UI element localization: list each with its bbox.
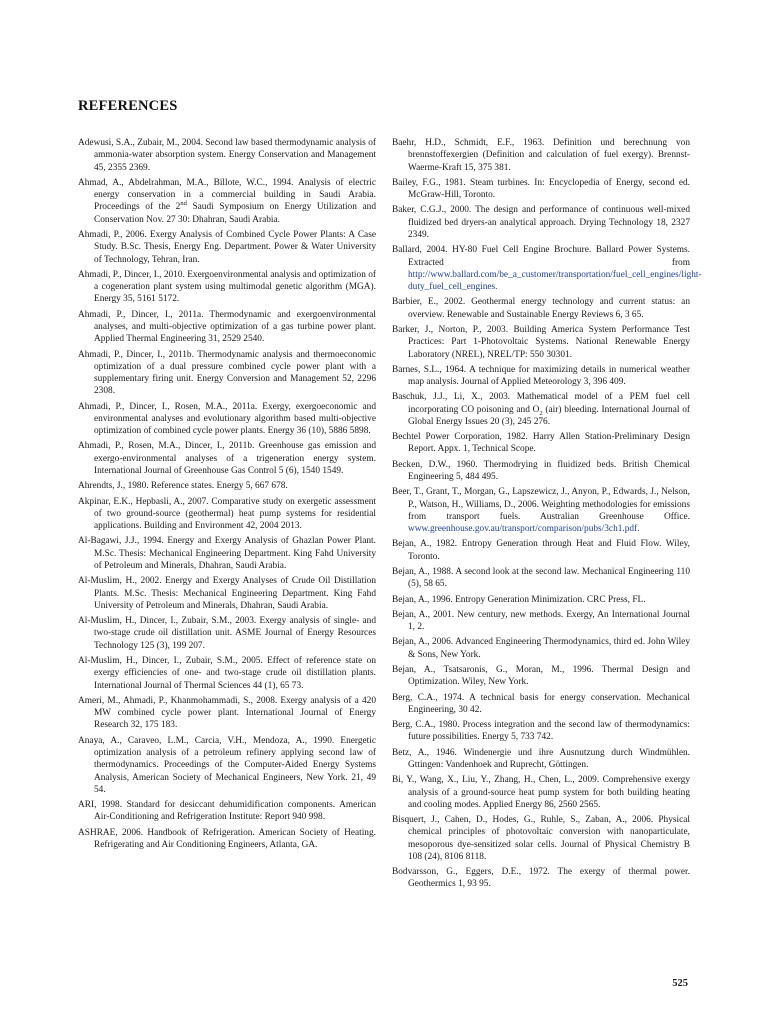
reference-entry: Barbier, E., 2002. Geothermal energy technology and current status: an overview. Renewable and Sustainable Energy Reviews 6, 3 65. (392, 297, 690, 320)
reference-entry (392, 244, 702, 293)
reference-entry: Al-Muslim, H., Dincer, I., Zubair, S.M., 2005. Effect of reference state on exergy efficiencies of one- and two-stage crude oil distillation plants. International Journal of Thermal Sciences 44 (1), 65 73. (78, 655, 376, 691)
reference-entry: ARI, 1998. Standard for desiccant dehumidification components. American Air-Conditioning and Refrigeration Institute: Report 940 998. (78, 800, 376, 823)
page-number: 525 (672, 978, 688, 989)
reference-entry: Berg, C.A., 1974. A technical basis for energy conservation. Mechanical Engineering, 30 42. (392, 692, 690, 715)
greenhouse-url-link[interactable]: www.greenhouse.gov.au/transport/comparison/pubs/3ch1.pdf. (408, 524, 640, 535)
reference-entry: Bejan, A., 2006. Advanced Engineering Thermodynamics, third ed. John Wiley & Sons, New York. (392, 637, 690, 660)
references-left-column (78, 137, 376, 854)
reference-entry: Bejan, A., Tsatsaronis, G., Moran, M., 1996. Thermal Design and Optimization. Wiley, New York. (392, 664, 690, 688)
reference-entry: Ahmad, A., Abdelrahman, M.A., Billote, W.C., 1994. Analysis of electric energy conservation in a commercial building in Saudi Arabia. Proceedings of the 2nd Saudi Symposium on Energy Utilization and Conservation Nov. 27 30: Dhahran, Saudi Arabia. (78, 177, 376, 225)
reference-entry: Bisquert, J., Cahen, D., Hodes, G., Ruhle, S., Zaban, A., 2006. Physical chemical principles of photovoltaic conversion with nanoparticulate, mesoporous dye-sensitized solar cells. Journal of Physical Chemistry B 108 (24), 8106 8118. (392, 815, 690, 862)
ballard-url-link[interactable]: http://www.ballard.com/be_a_customer/transportation/fuel_cell_engines/light-duty_fuel_cell_engines. (408, 269, 702, 293)
reference-text: Beer, T., Grant, T., Morgan, G., Lapszewicz, J., Anyon, P., Edwards, J., Nelson, P., Watson, H., Williams, D., 2006. Weighting methodologies for emissions from transport fuels. Australian Greenhouse Office. (392, 487, 690, 522)
reference-entry: Bechtel Power Corporation, 1982. Harry Allen Station-Preliminary Design Report. Appx. 1, Technical Scope. (392, 432, 690, 455)
reference-entry: Bodvarsson, G., Eggers, D.E., 1972. The exergy of thermal power. Geothermics 1, 93 95. (392, 867, 690, 890)
reference-entry: Bejan, A., 1988. A second look at the second law. Mechanical Engineering 110 (5), 58 65. (392, 567, 690, 590)
reference-entry: Bailey, F.G., 1981. Steam turbines. In: Encyclopedia of Energy, second ed. McGraw-Hill, Toronto. (392, 177, 690, 201)
reference-entry: Anaya, A., Caraveo, L.M., Carcia, V.H., Mendoza, A., 1990. Energetic optimization analysis of a petroleum refinery applying second law of thermodynamics. Proceedings of the Computer-Aided Energy Systems Analysis, American Society of Mechanical Engineers, New York. 21, 49 54. (78, 735, 376, 795)
reference-entry: Al-Muslim, H., Dincer, I., Zubair, S.M., 2003. Exergy analysis of single- and two-stage crude oil distillation unit. ASME Journal of Energy Resources Technology 125 (3), 199 207. (78, 616, 376, 651)
reference-entry: Bejan, A., 1996. Entropy Generation Minimization. CRC Press, FL. (392, 594, 646, 605)
reference-entry (392, 486, 690, 535)
reference-entry: Bejan, A., 2001. New century, new methods. Exergy, An International Journal 1, 2. (392, 609, 690, 633)
reference-entry: Becken, D.W., 1960. Thermodrying in fluidized beds. British Chemical Engineering 5, 484 495. (392, 459, 690, 483)
reference-entry: Adewusi, S.A., Zubair, M., 2004. Second law based thermodynamic analysis of ammonia-water absorption system. Energy Conservation and Management 45, 2355 2369. (78, 138, 376, 173)
reference-entry: Ahmadi, P., Dincer, I., 2011b. Thermodynamic analysis and thermoeconomic optimization of a dual pressure combined cycle power plant with a supplementary firing unit. Energy Conversion and Management 52, 2296 2308. (78, 349, 376, 397)
reference-entry: Ameri, M., Ahmadi, P., Khanmohammadi, S., 2008. Exergy analysis of a 420 MW combined cycle power plant. International Journal of Energy Research 32, 175 183. (78, 695, 376, 731)
reference-entry: Ahmadi, P., Dincer, I., 2011a. Thermodynamic and exergoenvironmental analyses, and multi-objective optimization of a gas turbine power plant. Applied Thermal Engineering 31, 2529 2540. (78, 309, 376, 345)
reference-entry: Baschuk, J.J., Li, X., 2003. Mathematical model of a PEM fuel cell incorporating CO poisoning and $O_2$ (air) bleeding. International Journal of Global Energy Issues 20 (3), 245 276. (392, 392, 690, 427)
reference-entry: Ahrendts, J., 1980. Reference states. Energy 5, 667 678. (78, 481, 288, 492)
reference-entry: Barker, J., Norton, P., 2003. Building America System Performance Test Practices: Part 1-Photovoltaic Systems. National Renewable Energy Laboratory (NREL), NREL/TP: 550 30301. (392, 324, 690, 360)
reference-text: Ballard, 2004. HY-80 Fuel Cell Engine Brochure. Ballard Power Systems. Extracted from (392, 245, 690, 268)
reference-entry: Ahmadi, P., 2006. Exergy Analysis of Combined Cycle Power Plants: A Case Study. B.Sc. Thesis, Energy Eng. Department. Power & Water University of Technology, Tehran, Iran. (78, 229, 376, 265)
reference-entry: Ahmadi, P., Dincer, I., Rosen, M.A., 2011a. Exergy, exergoeconomic and environmental analyses and evolutionary algorithm based multi-objective optimization of combined cycle power plants. Energy 36 (10), 5886 5898. (78, 401, 376, 437)
page-title: REFERENCES (78, 98, 178, 114)
reference-entry: Akpinar, E.K., Hepbasli, A., 2007. Comparative study on exergetic assessment of two ground-source (geothermal) heat pump systems for residential applications. Building and Environment 42, 2004 2013. (78, 496, 376, 532)
reference-entry: Al-Muslim, H., 2002. Energy and Exergy Analyses of Crude Oil Distillation Plants. M.Sc. Thesis: Mechanical Engineering Department. King Fahd University of Petroleum and Minerals, Dhahran, Saudi Arabia. (78, 576, 376, 611)
reference-entry: Bejan, A., 1982. Entropy Generation through Heat and Fluid Flow. Wiley, Toronto. (392, 539, 690, 562)
reference-entry: Ahmadi, P., Dincer, I., 2010. Exergoenvironmental analysis and optimization of a cogeneration plant system using multimodal genetic algorithm (MGA). Energy 35, 5161 5172. (78, 269, 376, 305)
reference-entry: Baehr, H.D., Schmidt, E.F., 1963. Definition und berechnung von brennstoffexergien (Definition and calculation of fuel exergy). Brennst-Waerme-Kraft 15, 375 381. (392, 138, 690, 173)
reference-entry: Ahmadi, P., Rosen, M.A., Dincer, I., 2011b. Greenhouse gas emission and exergo-environmental analyses of a trigeneration energy system. International Journal of Greenhouse Gas Control 5 (6), 1540 1549. (78, 441, 376, 477)
reference-entry: Baker, C.G.J., 2000. The design and performance of continuous well-mixed fluidized bed dryers-an analytical approach. Drying Technology 18, 2327 2349. (392, 205, 690, 240)
reference-entry: Barnes, S.L., 1964. A technique for maximizing details in numerical weather map analysis. Journal of Applied Meteorology 3, 396 409. (392, 364, 690, 388)
reference-entry: Betz, A., 1946. Windenergie und ihre Ausnutzung durch Windmühlen. Gttingen: Vandenhoek and Ruprecht, Göttingen. (392, 747, 690, 770)
reference-entry: Bi, Y., Wang, X., Liu, Y., Zhang, H., Chen, L., 2009. Comprehensive exergy analysis of a ground-source heat pump system for both building heating and cooling modes. Applied Energy 86, 2560 2565. (392, 775, 690, 810)
reference-entry: ASHRAE, 2006. Handbook of Refrigeration. American Society of Heating. Refrigerating and Air Conditioning Engineers, Atlanta, GA. (78, 827, 376, 850)
reference-entry: Berg, C.A., 1980. Process integration and the second law of thermodynamics: future possibilities. Energy 5, 733 742. (392, 720, 690, 743)
reference-entry: Al-Bagawi, J.J., 1994. Energy and Exergy Analysis of Ghazlan Power Plant. M.Sc. Thesis: Mechanical Engineering Department. King Fahd University of Petroleum and Minerals, Dhahran, Saudi Arabia. (78, 536, 376, 571)
references-right-column (392, 137, 702, 894)
